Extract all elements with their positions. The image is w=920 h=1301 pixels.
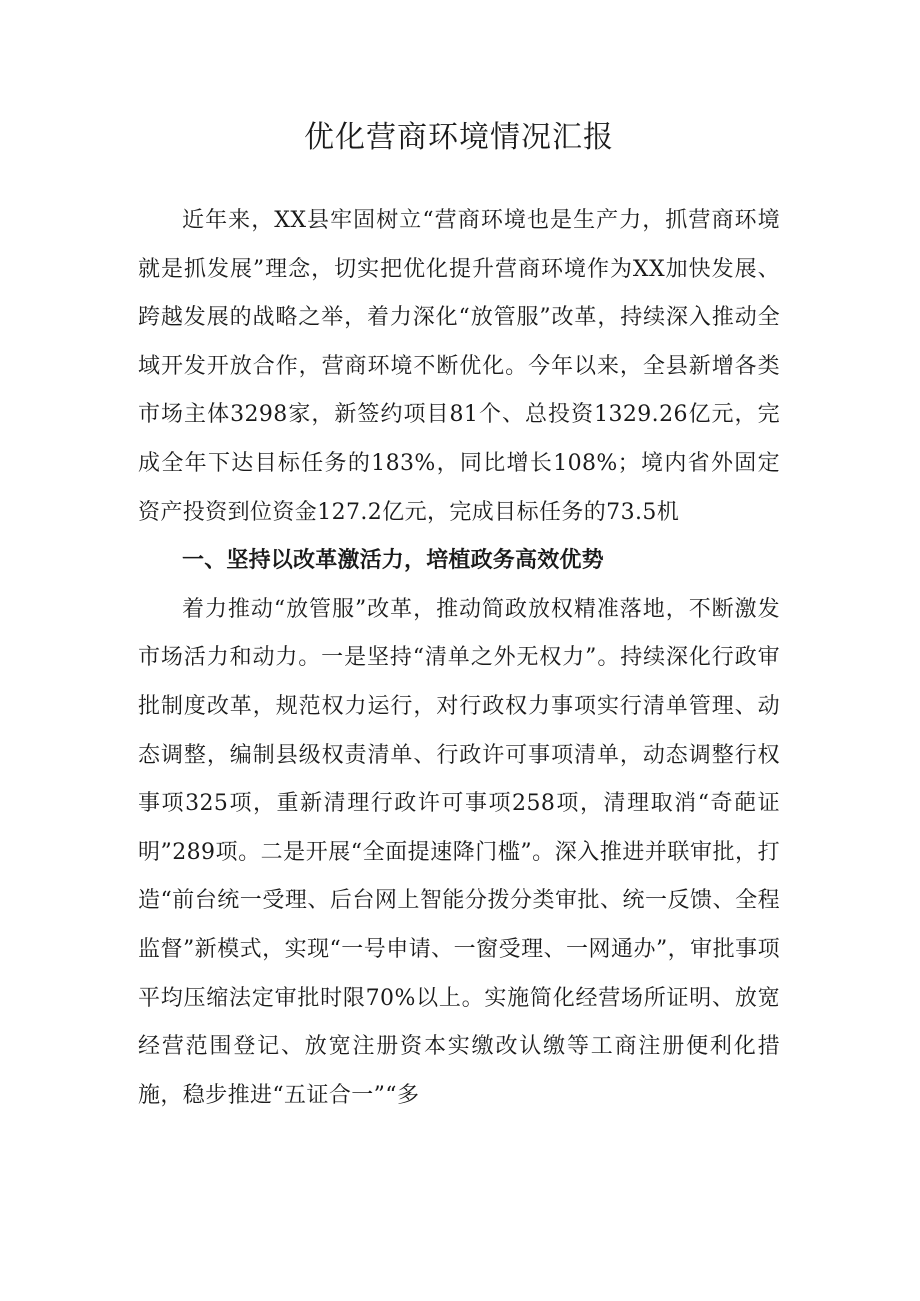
document-title: 优化营商环境情况汇报 bbox=[304, 120, 614, 155]
intro-paragraph: 近年来，XX县牢固树立“营商环境也是生产力，抓营商环境就是抓发展”理念，切实把优化提升营商环境作为XX加快发展、跨越发展的战略之举，着力深化“放管服”改革，持续深入推动全域开发开放合作，营商环境不断优化。今年以来，全县新增各类市场主体3298家，新签约项目81个、总投资1329.26亿元，完成全年下达目标任务的183%，同比增长108%；境内省外固定资产投资到位资金127.2亿元，完成目标任务的73.5机 bbox=[138, 208, 780, 525]
section-heading: 一、坚持以改革激活力，培植政务高效优势 bbox=[182, 548, 604, 574]
section-paragraph: 着力推动“放管服”改革，推动简政放权精准落地，不断激发市场活力和动力。一是坚持“清单之外无权力”。持续深化行政审批制度改革，规范权力运行，对行政权力事项实行清单管理、动态调整，编制县级权责清单、行政许可事项清单，动态调整行权事项325项，重新清理行政许可事项258项，清理取消“奇葩证明”289项。二是开展“全面提速降门槛”。深入推进并联审批，打造“前台统一受理、后台网上智能分拨分类审批、统一反馈、全程监督”新模式，实现“一号申请、一窗受理、一网通办”，审批事项平均压缩法定审批时限70%以上。实施简化经营场所证明、放宽经营范围登记、放宽注册资本实缴改认缴等工商注册便利化措施，稳步推进“五证合一”“多 bbox=[138, 596, 780, 1108]
